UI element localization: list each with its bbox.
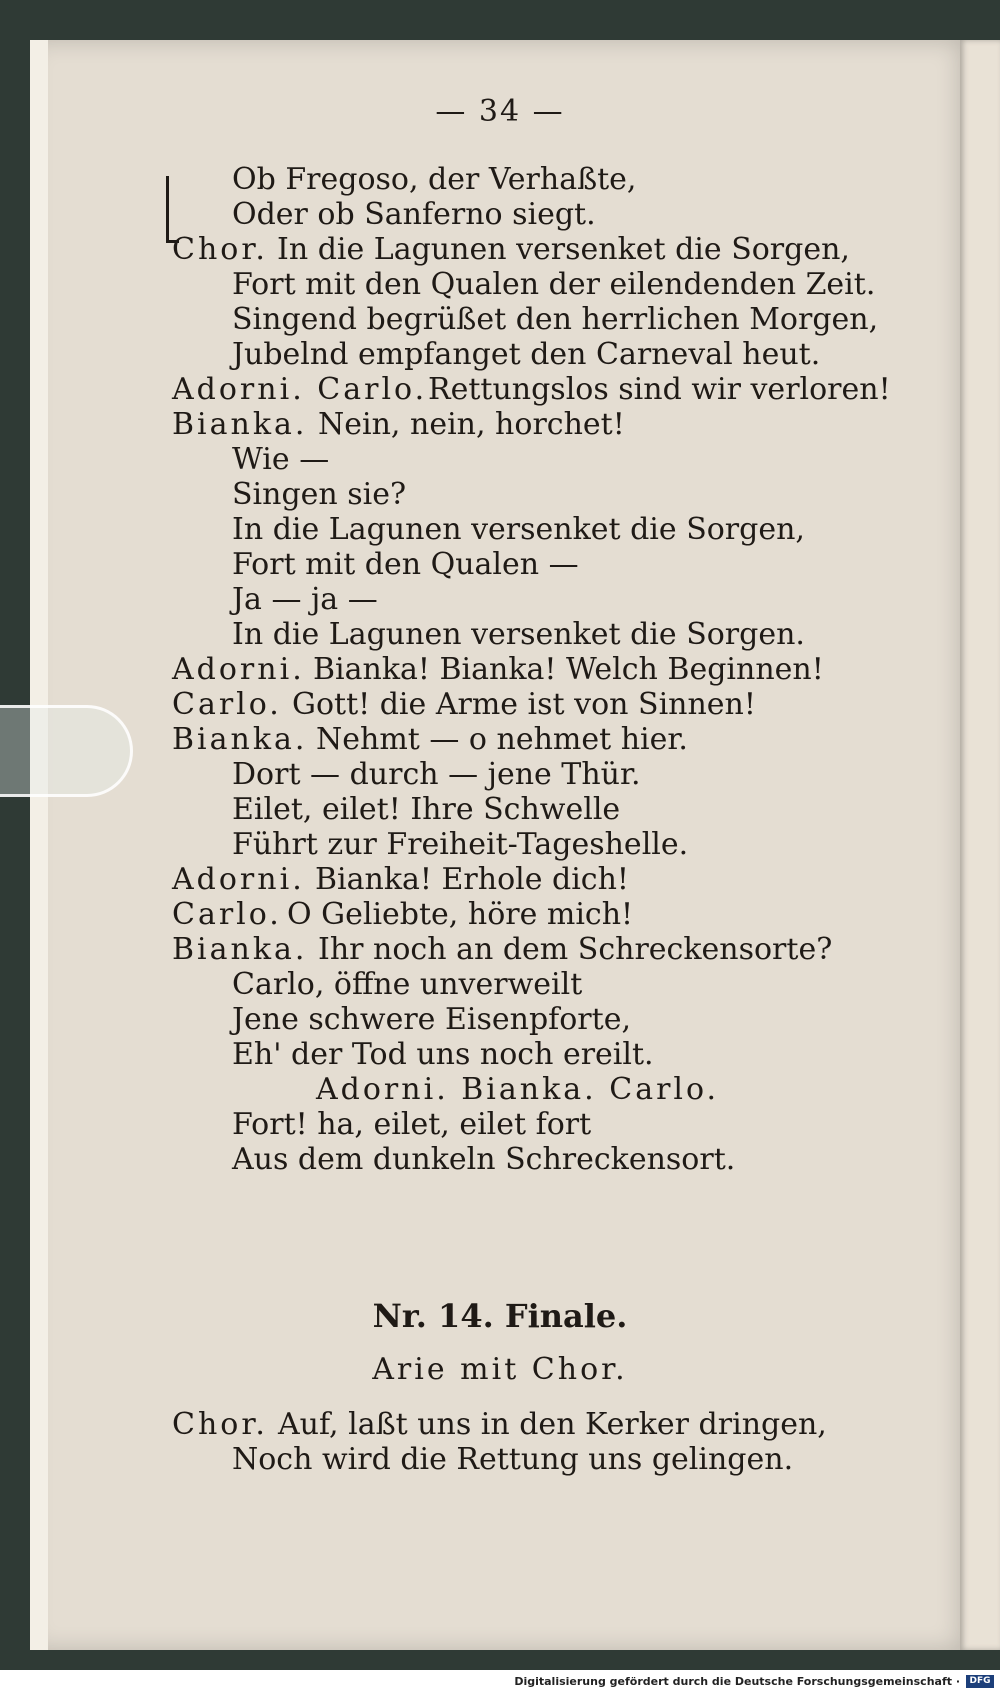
verse-text: Ja — ja —	[232, 582, 378, 617]
verse-text: Carlo, öffne unverweilt	[232, 967, 583, 1002]
verse-text: Ob Fregoso, der Verhaßte,	[232, 162, 637, 197]
verse-text: Eilet, eilet! Ihre Schwelle	[232, 792, 621, 827]
speaker-label: Bianka.	[172, 407, 308, 442]
verse-text: Führt zur Freiheit-Tageshelle.	[232, 827, 689, 862]
verse-text: Aus dem dunkeln Schreckensort.	[232, 1142, 736, 1177]
section-heading: Nr. 14. Finale.	[372, 1297, 628, 1335]
verse-text: Wie —	[232, 442, 330, 477]
verse-text: In die Lagunen versenket die Sorgen,	[232, 512, 805, 547]
verse-text: Bianka! Bianka! Welch Beginnen!	[313, 652, 824, 687]
speaker-label: Adorni.	[172, 862, 305, 897]
verse-text: Ihr noch an dem Schreckensorte?	[318, 932, 833, 967]
verse-text: Dort — durch — jene Thür.	[232, 757, 641, 792]
verse-text: Jubelnd empfanget den Carneval heut.	[232, 337, 821, 372]
verse-text: Oder ob Sanferno siegt.	[232, 197, 596, 232]
verse-text: Adorni. Bianka. Carlo.	[316, 1072, 720, 1107]
speaker-label: Adorni. Carlo.	[172, 372, 428, 407]
speaker-label: Chor.	[172, 1407, 268, 1442]
verse-text: Noch wird die Rettung uns gelingen.	[232, 1442, 794, 1477]
verse-text: In die Lagunen versenket die Sorgen.	[232, 617, 805, 652]
verse-text: In die Lagunen versenket die Sorgen,	[277, 232, 850, 267]
speaker-label: Bianka.	[172, 932, 308, 967]
verse-text: Eh' der Tod uns noch ereilt.	[232, 1037, 654, 1072]
adjacent-page	[960, 40, 1000, 1650]
speaker-label: Bianka.	[172, 722, 308, 757]
speaker-label: Adorni.	[172, 652, 305, 687]
verse-text: Auf, laßt uns in den Kerker dringen,	[278, 1407, 827, 1442]
verse-text: Nein, nein, horchet!	[318, 407, 625, 442]
verse-text: Rettungslos sind wir verloren!	[428, 372, 891, 407]
speaker-label: Carlo.	[172, 687, 282, 722]
page-number: — 34 —	[435, 94, 565, 129]
verse-text: Gott! die Arme ist von Sinnen!	[292, 687, 756, 722]
speaker-label: Carlo.	[172, 897, 282, 932]
footer-credit[interactable]: Digitalisierung gefördert durch die Deutsche Forschungsgemeinschaft ·	[514, 1675, 960, 1688]
speaker-label: Chor.	[172, 232, 268, 267]
verse-text: Fort! ha, eilet, eilet fort	[232, 1107, 592, 1142]
section-subheading: Arie mit Chor.	[372, 1352, 628, 1387]
page-clip	[0, 705, 133, 797]
verse-text: Bianka! Erhole dich!	[315, 862, 629, 897]
verse-text: Singen sie?	[232, 477, 407, 512]
verse-text: Jene schwere Eisenpforte,	[232, 1002, 631, 1037]
page-edge	[30, 40, 48, 1650]
verse-text: Fort mit den Qualen der eilendenden Zeit.	[232, 267, 876, 302]
verse-text: Fort mit den Qualen —	[232, 547, 579, 582]
footer-bar	[0, 1674, 1000, 1691]
dfg-logo[interactable]: DFG	[966, 1675, 994, 1688]
verse-text: Nehmt — o nehmet hier.	[316, 722, 688, 757]
verse-text: O Geliebte, höre mich!	[287, 897, 634, 932]
verse-text: Singend begrüßet den herrlichen Morgen,	[232, 302, 879, 337]
